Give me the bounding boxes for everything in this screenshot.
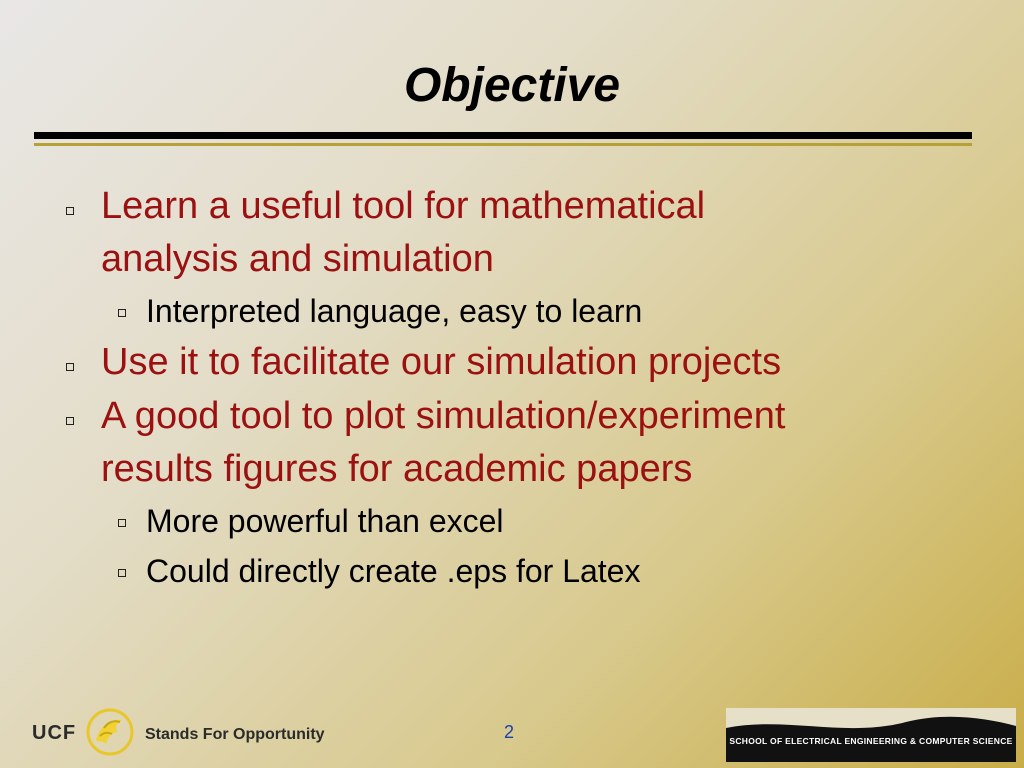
tagline: Stands For Opportunity [145,726,325,743]
pegasus-icon [84,706,136,758]
bullet-box-icon [118,519,126,527]
bullet-item-level2-line: Interpreted language, easy to learn [146,293,643,329]
bullet-item-level1-line: Use it to facilitate our simulation projects [101,341,782,383]
bullet-item-level1-line: results figures for academic papers [101,448,693,490]
bullet-box-icon [66,207,74,215]
ucf-logo: UCF [32,722,77,744]
bullet-item-level2-line: More powerful than excel [146,503,504,539]
bullet-box-icon [118,569,126,577]
school-banner-label: SCHOOL OF ELECTRICAL ENGINEERING & COMPUTER SCIENCE [729,736,1013,746]
bullet-box-icon [66,417,74,425]
slide-title: Objective [403,59,621,112]
school-banner [726,708,1016,762]
bullet-item-level1-line: analysis and simulation [101,238,494,280]
bullet-item-level1-line: A good tool to plot simulation/experiment [101,395,786,437]
bullet-box-icon [66,363,74,371]
banner-wave-icon [726,708,1016,762]
bullet-item-level2-line: Could directly create .eps for Latex [146,553,641,589]
bullet-item-level1-line: Learn a useful tool for mathematical [101,185,706,227]
bullet-box-icon [118,309,126,317]
page-number: 2 [504,722,515,742]
